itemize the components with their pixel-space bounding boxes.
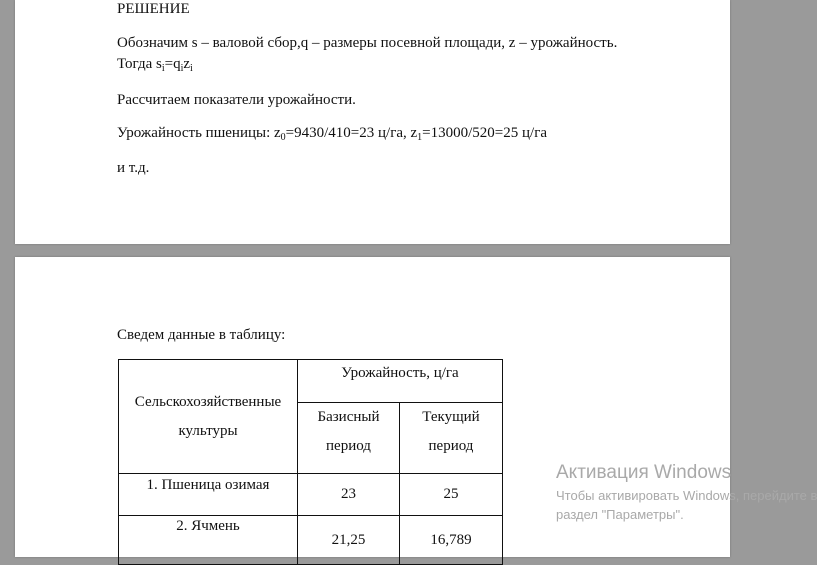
etc-line: и т.д.	[117, 160, 150, 176]
header-base-l2: период	[326, 438, 371, 454]
row-base-value: 23	[298, 474, 400, 516]
header-base-l1: Базисный	[317, 409, 380, 425]
row-base-value: 21,25	[298, 516, 400, 565]
formula-sub: i	[180, 63, 184, 74]
wheat-yield-end: =13000/520=25 ц/га	[422, 125, 547, 141]
formula-sub: 1	[417, 132, 423, 143]
formula-line	[117, 54, 193, 74]
watermark-line-2: раздел "Параметры".	[556, 507, 684, 522]
table-row	[119, 474, 503, 516]
formula-sub: i	[190, 63, 193, 74]
notation-line: Обозначим s – валовой сбор,q – размеры посевной площади, z – урожайность.	[117, 35, 618, 51]
header-yield: Урожайность, ц/га	[298, 360, 503, 403]
yield-table	[118, 359, 503, 565]
table-row	[119, 516, 503, 565]
wheat-yield-line	[117, 123, 547, 143]
formula-sub: i	[161, 63, 165, 74]
watermark-line-1: Чтобы активировать Windows, перейдите в	[556, 488, 817, 503]
windows-activation-watermark	[556, 460, 817, 524]
header-curr-l2: период	[428, 438, 474, 454]
header-base-period	[298, 403, 400, 474]
formula-eq: =q	[164, 56, 181, 72]
formula-prefix: Тогда s	[117, 56, 162, 72]
document-page-1	[15, 0, 730, 244]
header-current-period	[400, 403, 503, 474]
watermark-title: Активация Windows	[556, 462, 732, 483]
header-crop-l1: Сельскохозяйственные	[134, 393, 282, 410]
formula-sub: 0	[280, 132, 286, 143]
header-curr-l1: Текущий	[422, 409, 480, 425]
row-current-value: 16,789	[400, 516, 503, 565]
table-intro: Сведем данные в таблицу:	[117, 327, 286, 343]
calc-intro-line: Рассчитаем показатели урожайности.	[117, 92, 356, 108]
header-crop-l2: культуры	[178, 422, 238, 439]
row-current-value: 25	[400, 474, 503, 516]
formula-z: z	[183, 56, 191, 72]
row-crop: 2. Ячмень	[119, 516, 298, 565]
table-header-row	[119, 360, 503, 403]
header-crop	[119, 360, 298, 474]
wheat-yield-prefix: Урожайность пшеницы: z	[117, 125, 281, 141]
solution-heading: РЕШЕНИЕ	[117, 1, 190, 17]
row-crop: 1. Пшеница озимая	[119, 474, 298, 516]
wheat-yield-mid: =9430/410=23 ц/га, z	[285, 125, 418, 141]
